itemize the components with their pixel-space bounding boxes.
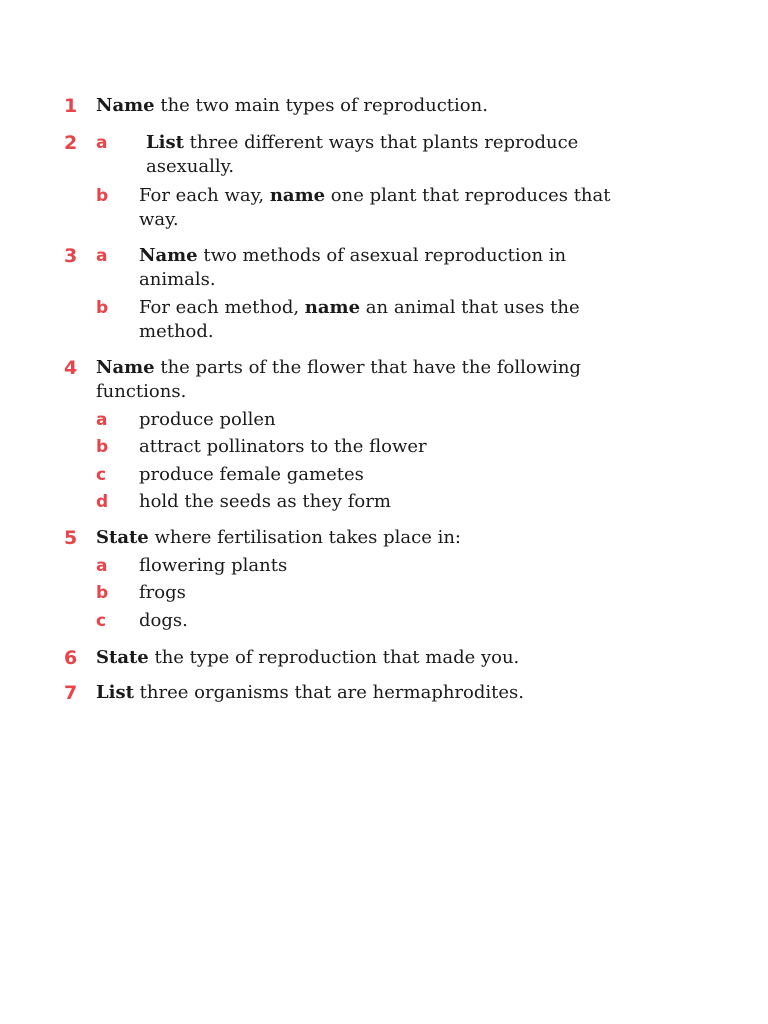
part-text: produce female gametes <box>139 464 364 485</box>
question-stem <box>96 94 696 118</box>
question-number: 4 <box>64 357 78 379</box>
part-text: produce pollen <box>139 409 276 430</box>
part-letter: b <box>96 437 109 457</box>
part-letter: c <box>96 465 107 485</box>
part-text-line: asexually. <box>146 156 235 177</box>
question-stem <box>96 646 696 670</box>
command-word: Name <box>96 95 155 116</box>
question-stem <box>96 681 696 705</box>
command-word: State <box>96 527 149 548</box>
part-a-text <box>139 244 699 292</box>
part-text-line: animals. <box>139 269 216 290</box>
question-text: the parts of the flower that have the following <box>154 357 581 378</box>
part-letter: b <box>96 186 109 206</box>
command-word: Name <box>139 245 198 266</box>
question-stem <box>96 356 696 404</box>
part-letter: a <box>96 246 108 266</box>
part-text-line: For each method, <box>139 297 305 318</box>
command-word: name <box>269 185 326 206</box>
part-text-line: way. <box>139 209 179 230</box>
part-letter: a <box>96 556 108 576</box>
part-letter: a <box>96 133 108 153</box>
question-text: three organisms that are hermaphrodites. <box>133 682 524 703</box>
part-text-line: For each way, <box>139 185 270 206</box>
command-word: Name <box>96 357 155 378</box>
part-letter: a <box>96 410 108 430</box>
question-text: the two main types of reproduction. <box>154 95 488 116</box>
part-letter: b <box>96 583 109 603</box>
part-b-text <box>139 184 699 232</box>
command-word: List <box>96 682 134 703</box>
part-text: frogs <box>139 582 186 603</box>
part-letter: b <box>96 298 109 318</box>
question-number: 5 <box>64 527 78 549</box>
question-number: 7 <box>64 682 78 704</box>
question-text: the type of reproduction that made you. <box>148 647 520 668</box>
part-text-line: method. <box>139 321 214 342</box>
question-number: 3 <box>64 245 78 267</box>
command-word: name <box>304 297 361 318</box>
question-number: 2 <box>64 132 78 154</box>
part-text: hold the seeds as they form <box>139 491 391 512</box>
part-text-line: two methods of asexual reproduction in <box>197 245 567 266</box>
question-text: functions. <box>96 381 187 402</box>
part-text: dogs. <box>139 610 188 631</box>
part-text-line: three different ways that plants reproduce <box>183 132 579 153</box>
part-text-line: an animal that uses the <box>360 297 580 318</box>
part-text: attract pollinators to the flower <box>139 436 427 457</box>
part-a-text <box>146 131 706 179</box>
command-word: List <box>146 132 184 153</box>
question-number: 6 <box>64 647 78 669</box>
part-b-text <box>139 296 699 344</box>
command-word: State <box>96 647 149 668</box>
part-letter: d <box>96 492 109 512</box>
part-letter: c <box>96 611 107 631</box>
part-text-line: one plant that reproduces that <box>325 185 611 206</box>
question-stem <box>96 526 696 550</box>
part-text: flowering plants <box>139 555 288 576</box>
question-text: where fertilisation takes place in: <box>148 527 461 548</box>
question-number: 1 <box>64 95 78 117</box>
